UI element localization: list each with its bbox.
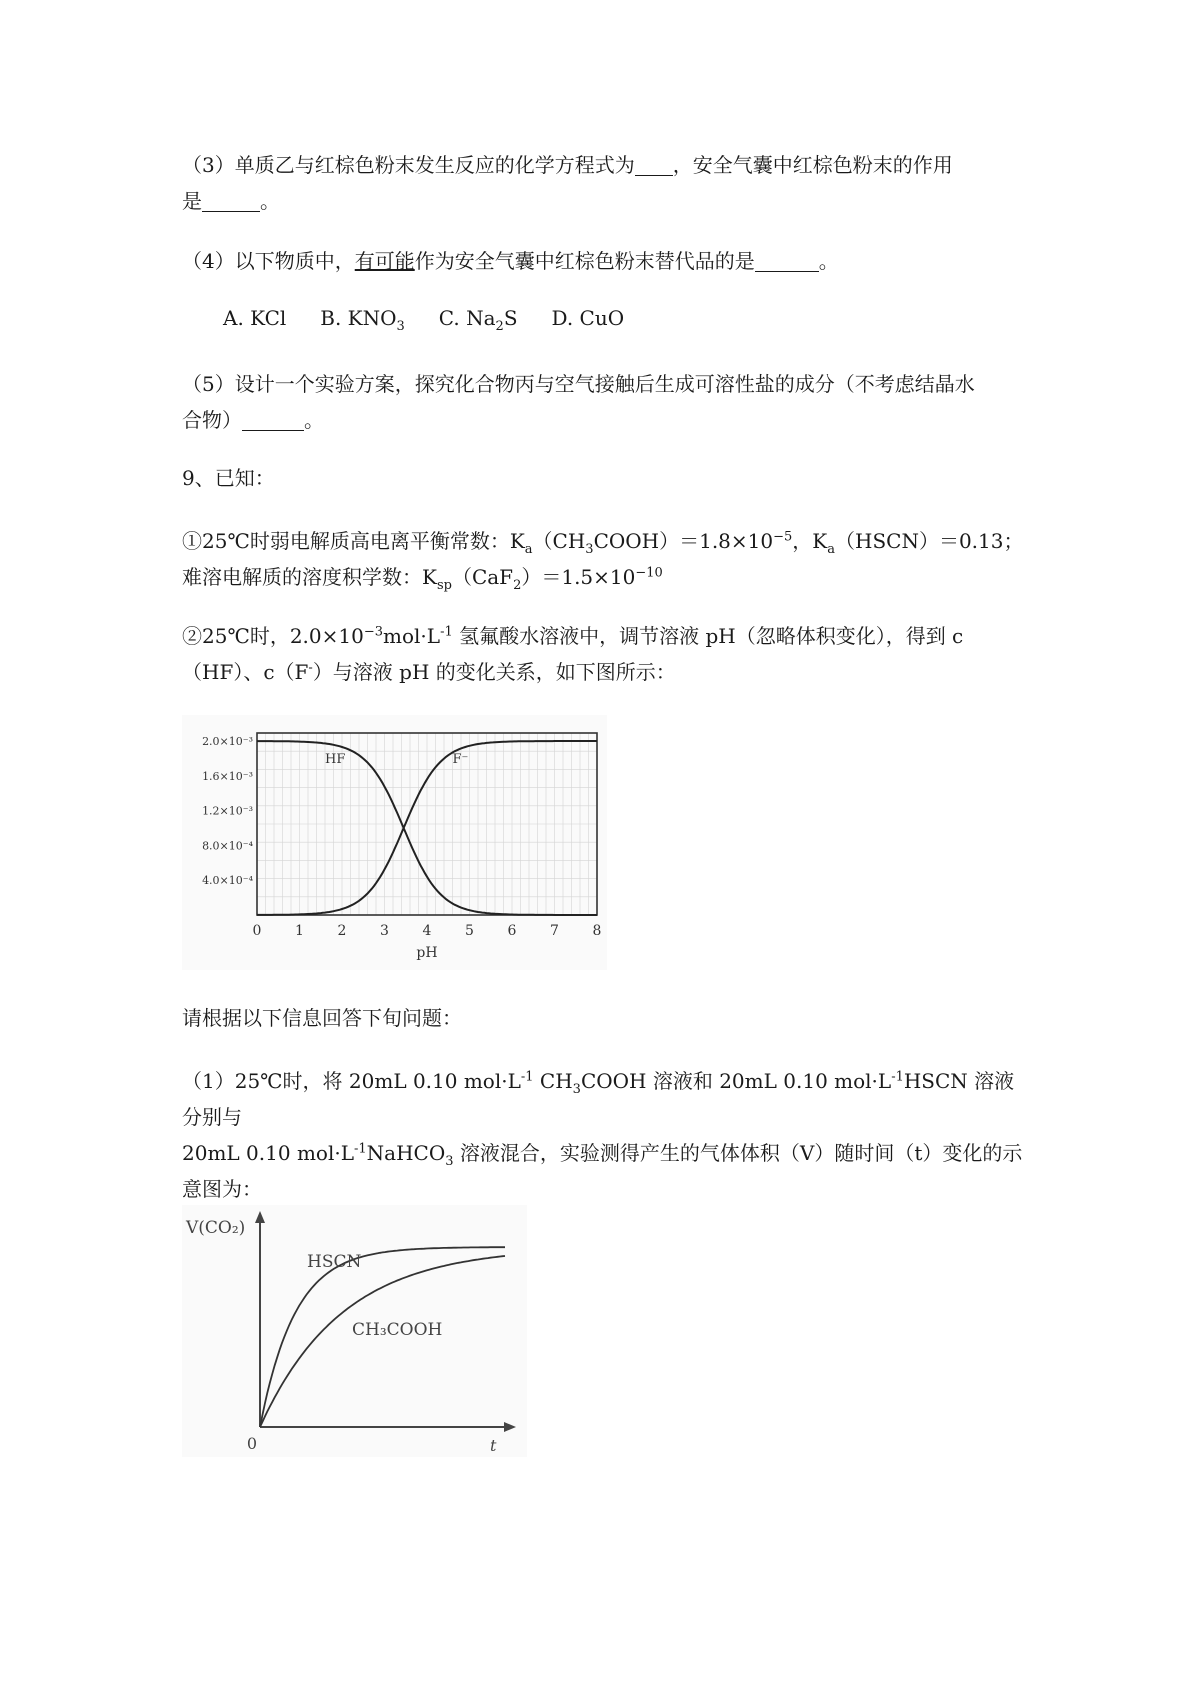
y-tick-label: 1.2×10⁻³ bbox=[202, 804, 253, 818]
hf-distribution-chart bbox=[182, 715, 607, 970]
q3-text-c: 是 bbox=[182, 189, 202, 213]
q5-text-b: 合物） bbox=[182, 408, 242, 432]
y-tick-label: 8.0×10⁻⁴ bbox=[202, 839, 253, 853]
y-axis-label: V(CO₂) bbox=[186, 1218, 246, 1238]
q4-text-c: 。 bbox=[818, 249, 839, 273]
option-b[interactable]: B. $KNO_3$ bbox=[320, 306, 405, 334]
origin-label: 0 bbox=[246, 1434, 258, 1453]
q4-text-b: 作为安全气囊中红棕色粉末替代品的是 bbox=[414, 249, 755, 273]
y-axis-arrow bbox=[255, 1211, 265, 1223]
answer-blank[interactable] bbox=[635, 153, 673, 176]
question-3 bbox=[182, 147, 1032, 219]
q9-known-2: ②25℃时，$2.0\times 10^{-3}mol\cdot L^{-1}$ 氢氟酸水溶液中，调节溶液 pH（忽略体积变化），得到 c （HF）、c（F-）与溶液 pH 的变化关系，如下图所示： bbox=[182, 624, 964, 684]
co2-volume-chart bbox=[182, 1205, 527, 1457]
series-hf-label: HF bbox=[325, 751, 346, 767]
q4-text-a: （4）以下物质中， bbox=[182, 249, 355, 273]
x-tick-label: 5 bbox=[465, 923, 474, 939]
hf-distribution-svg bbox=[182, 715, 607, 970]
y-tick-label: 1.6×10⁻³ bbox=[202, 769, 253, 783]
q9-sub-1: （1）25℃时，将 20mL 0.10 $mol\cdot L^{-1}$ $CH_3COOH$ 溶液和 20mL 0.10 $mol\cdot L^{-1}HSCN$ 溶液分别与 20mL 0.10 $mol\cdot L^{-1}NaHCO_3$ 溶液混合，实验测得产生的气体体积（V）随时间（t）变化的示 意图为： bbox=[182, 1069, 1023, 1201]
y-tick-label: 4.0×10⁻⁴ bbox=[202, 874, 253, 888]
q4-underlined-text: 有可能 bbox=[354, 249, 415, 273]
x-tick-label: 0 bbox=[252, 923, 262, 939]
q9-known-1: ①25℃时弱电解质高电离平衡常数：$K_a(CH_3COOH)=1.8\times 10^{-5}$，$K_a(HSCN)=0.13$； 难溶电解质的溶度积学数：$K_{sp}(CaF_2)=1.5\times 10^{-10}$ bbox=[182, 529, 1024, 593]
x-tick-label: 3 bbox=[380, 923, 389, 939]
question-4 bbox=[182, 243, 1032, 279]
answer-blank[interactable] bbox=[242, 408, 304, 431]
y-tick-label: 2.0×10⁻³ bbox=[202, 735, 253, 748]
x-tick-label: 6 bbox=[507, 923, 517, 939]
option-d[interactable]: D. CuO bbox=[551, 306, 625, 330]
series-hscn-label: HSCN bbox=[307, 1252, 362, 1272]
question-9-title bbox=[182, 460, 1032, 496]
x-axis-arrow bbox=[504, 1422, 516, 1432]
q5-text-a: （5）设计一个实验方案，探究化合物丙与空气接触后生成可溶性盐的成分（不考虑结晶水 bbox=[182, 372, 975, 396]
question-5 bbox=[182, 366, 1032, 438]
answer-blank[interactable] bbox=[755, 249, 819, 272]
x-tick-label: 2 bbox=[337, 923, 347, 939]
x-tick-label: 1 bbox=[295, 923, 304, 939]
q9-title-text: 9、已知： bbox=[182, 466, 275, 490]
x-axis-label: t bbox=[490, 1436, 497, 1455]
q3-text-b: ，安全气囊中红棕色粉末的作用 bbox=[672, 153, 953, 177]
x-tick-label: 4 bbox=[422, 923, 432, 939]
q5-text-c: 。 bbox=[304, 408, 324, 432]
q9-instruction: 请根据以下信息回答下旬问题： bbox=[182, 1006, 462, 1030]
series-ch3cooh-label: CH₃COOH bbox=[352, 1320, 443, 1340]
q3-text-a: （3）单质乙与红棕色粉末发生反应的化学方程式为 bbox=[182, 153, 635, 177]
series-ch3cooh-line bbox=[260, 1256, 505, 1427]
option-c[interactable]: C. $Na_2S$ bbox=[438, 306, 518, 334]
x-tick-label: 8 bbox=[592, 923, 602, 939]
x-tick-label: 7 bbox=[550, 923, 559, 939]
x-axis-label: pH bbox=[416, 945, 438, 961]
answer-blank[interactable] bbox=[202, 189, 260, 212]
series-f-label: F⁻ bbox=[452, 751, 469, 767]
co2-volume-svg bbox=[182, 1205, 527, 1457]
q3-text-d: 。 bbox=[260, 189, 280, 213]
question-4-options bbox=[223, 300, 1073, 336]
option-a[interactable]: A. KCl bbox=[223, 306, 287, 330]
